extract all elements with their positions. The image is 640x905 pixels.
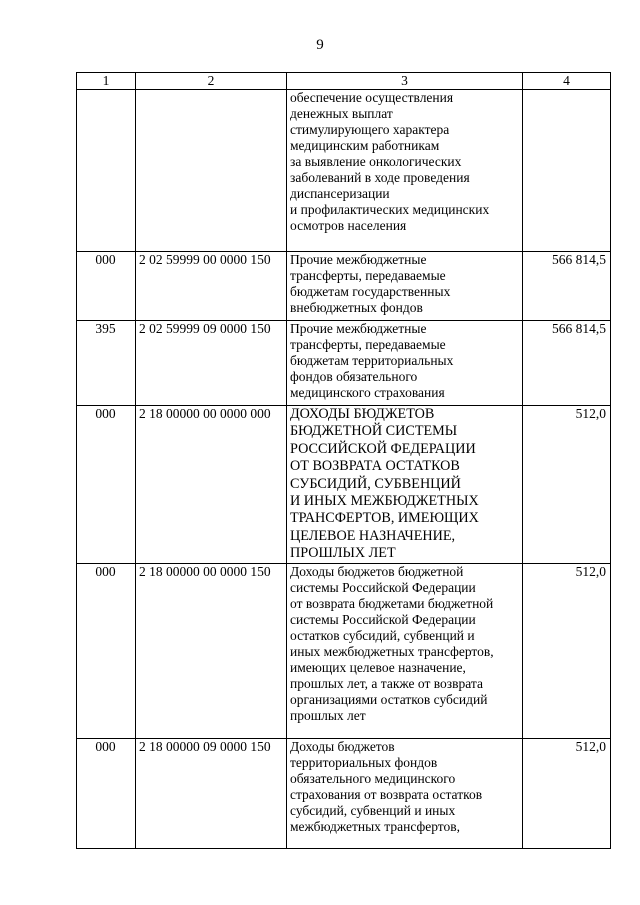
description-line: иных межбюджетных трансфертов, (290, 643, 494, 659)
column-header-4: 4 (523, 73, 611, 90)
description-line: ТРАНСФЕРТОВ, ИМЕЮЩИХ (290, 510, 479, 527)
admin-code-cell: 000 (77, 406, 136, 564)
description-line: РОССИЙСКОЙ ФЕДЕРАЦИИ (290, 440, 476, 457)
amount-cell: 512,0 (523, 738, 611, 848)
admin-code-cell: 000 (77, 738, 136, 848)
revenue-description-cell (287, 321, 523, 406)
budget-revenue-table (76, 72, 611, 849)
description-line: и профилактических медицинских (290, 202, 490, 217)
description-line: трансферты, передаваемые (290, 337, 446, 352)
budget-classification-code-cell: 2 02 59999 00 0000 150 (136, 252, 287, 321)
revenue-description-cell (287, 252, 523, 321)
revenue-description-cell (287, 406, 523, 564)
description-line: стимулирующего характера (290, 122, 450, 137)
admin-code-cell: 395 (77, 321, 136, 406)
description-line: прошлых лет, а также от возврата (290, 675, 483, 691)
amount-cell: 566 814,5 (523, 252, 611, 321)
description-line: внебюджетных фондов (290, 300, 423, 315)
description-line: БЮДЖЕТНОЙ СИСТЕМЫ (290, 423, 458, 440)
description-line: СУБСИДИЙ, СУБВЕНЦИЙ (290, 475, 461, 492)
description-line: обеспечение осуществления (290, 90, 454, 105)
amount-cell: 566 814,5 (523, 321, 611, 406)
revenue-description-cell (287, 563, 523, 738)
description-line: прошлых лет (290, 707, 366, 723)
description-line: остатков субсидий, субвенций и (290, 627, 475, 643)
description-line: медицинского страхования (290, 385, 445, 400)
description-line: имеющих целевое назначение, (290, 659, 466, 675)
admin-code-cell: 000 (77, 563, 136, 738)
table-row (77, 321, 611, 406)
description-line: И ИНЫХ МЕЖБЮДЖЕТНЫХ (290, 493, 479, 510)
description-line: фондов обязательного (290, 369, 418, 384)
budget-classification-code-cell: 2 18 00000 00 0000 000 (136, 406, 287, 564)
description-line: территориальных фондов (290, 754, 438, 770)
description-line: организациями остатков субсидий (290, 691, 488, 707)
description-line: ПРОШЛЫХ ЛЕТ (290, 545, 396, 562)
description-line: осмотров населения (290, 218, 407, 233)
column-header-3: 3 (287, 73, 523, 90)
table-row (77, 563, 611, 738)
description-line: заболеваний в ходе проведения (290, 170, 470, 185)
description-line: трансферты, передаваемые (290, 268, 446, 283)
description-line: Прочие межбюджетные (290, 321, 427, 336)
amount-cell (523, 90, 611, 252)
description-line: от возврата бюджетами бюджетной (290, 595, 494, 611)
admin-code-cell: 000 (77, 252, 136, 321)
description-line: межбюджетных трансфертов, (290, 818, 461, 834)
description-line: за выявление онкологических (290, 154, 462, 169)
budget-classification-code-cell: 2 18 00000 00 0000 150 (136, 563, 287, 738)
description-line: ЦЕЛЕВОЕ НАЗНАЧЕНИЕ, (290, 527, 456, 544)
amount-cell: 512,0 (523, 406, 611, 564)
budget-classification-code-cell (136, 90, 287, 252)
description-line: субсидий, субвенций и иных (290, 802, 456, 818)
admin-code-cell (77, 90, 136, 252)
description-line: денежных выплат (290, 106, 393, 121)
revenue-description-cell (287, 738, 523, 848)
description-line: системы Российской Федерации (290, 611, 476, 627)
description-line: ОТ ВОЗВРАТА ОСТАТКОВ (290, 458, 460, 475)
table-row (77, 406, 611, 564)
table-row (77, 90, 611, 252)
table-row (77, 738, 611, 848)
description-line: бюджетам государственных (290, 284, 451, 299)
description-line: ДОХОДЫ БЮДЖЕТОВ (290, 406, 435, 422)
table-row (77, 252, 611, 321)
revenue-description-cell (287, 90, 523, 252)
page-number: 9 (316, 37, 324, 53)
amount-cell: 512,0 (523, 563, 611, 738)
column-header-2: 2 (136, 73, 287, 90)
budget-classification-code-cell: 2 18 00000 09 0000 150 (136, 738, 287, 848)
table-header-row (77, 73, 611, 90)
description-line: системы Российской Федерации (290, 579, 476, 595)
column-header-1: 1 (77, 73, 136, 90)
description-line: Прочие межбюджетные (290, 252, 427, 267)
description-line: бюджетам территориальных (290, 353, 454, 368)
description-line: диспансеризации (290, 186, 390, 201)
description-line: Доходы бюджетов (290, 738, 395, 754)
description-line: страхования от возврата остатков (290, 786, 483, 802)
description-line: Доходы бюджетов бюджетной (290, 563, 464, 579)
description-line: обязательного медицинского (290, 770, 456, 786)
budget-classification-code-cell: 2 02 59999 09 0000 150 (136, 321, 287, 406)
description-line: медицинским работникам (290, 138, 440, 153)
